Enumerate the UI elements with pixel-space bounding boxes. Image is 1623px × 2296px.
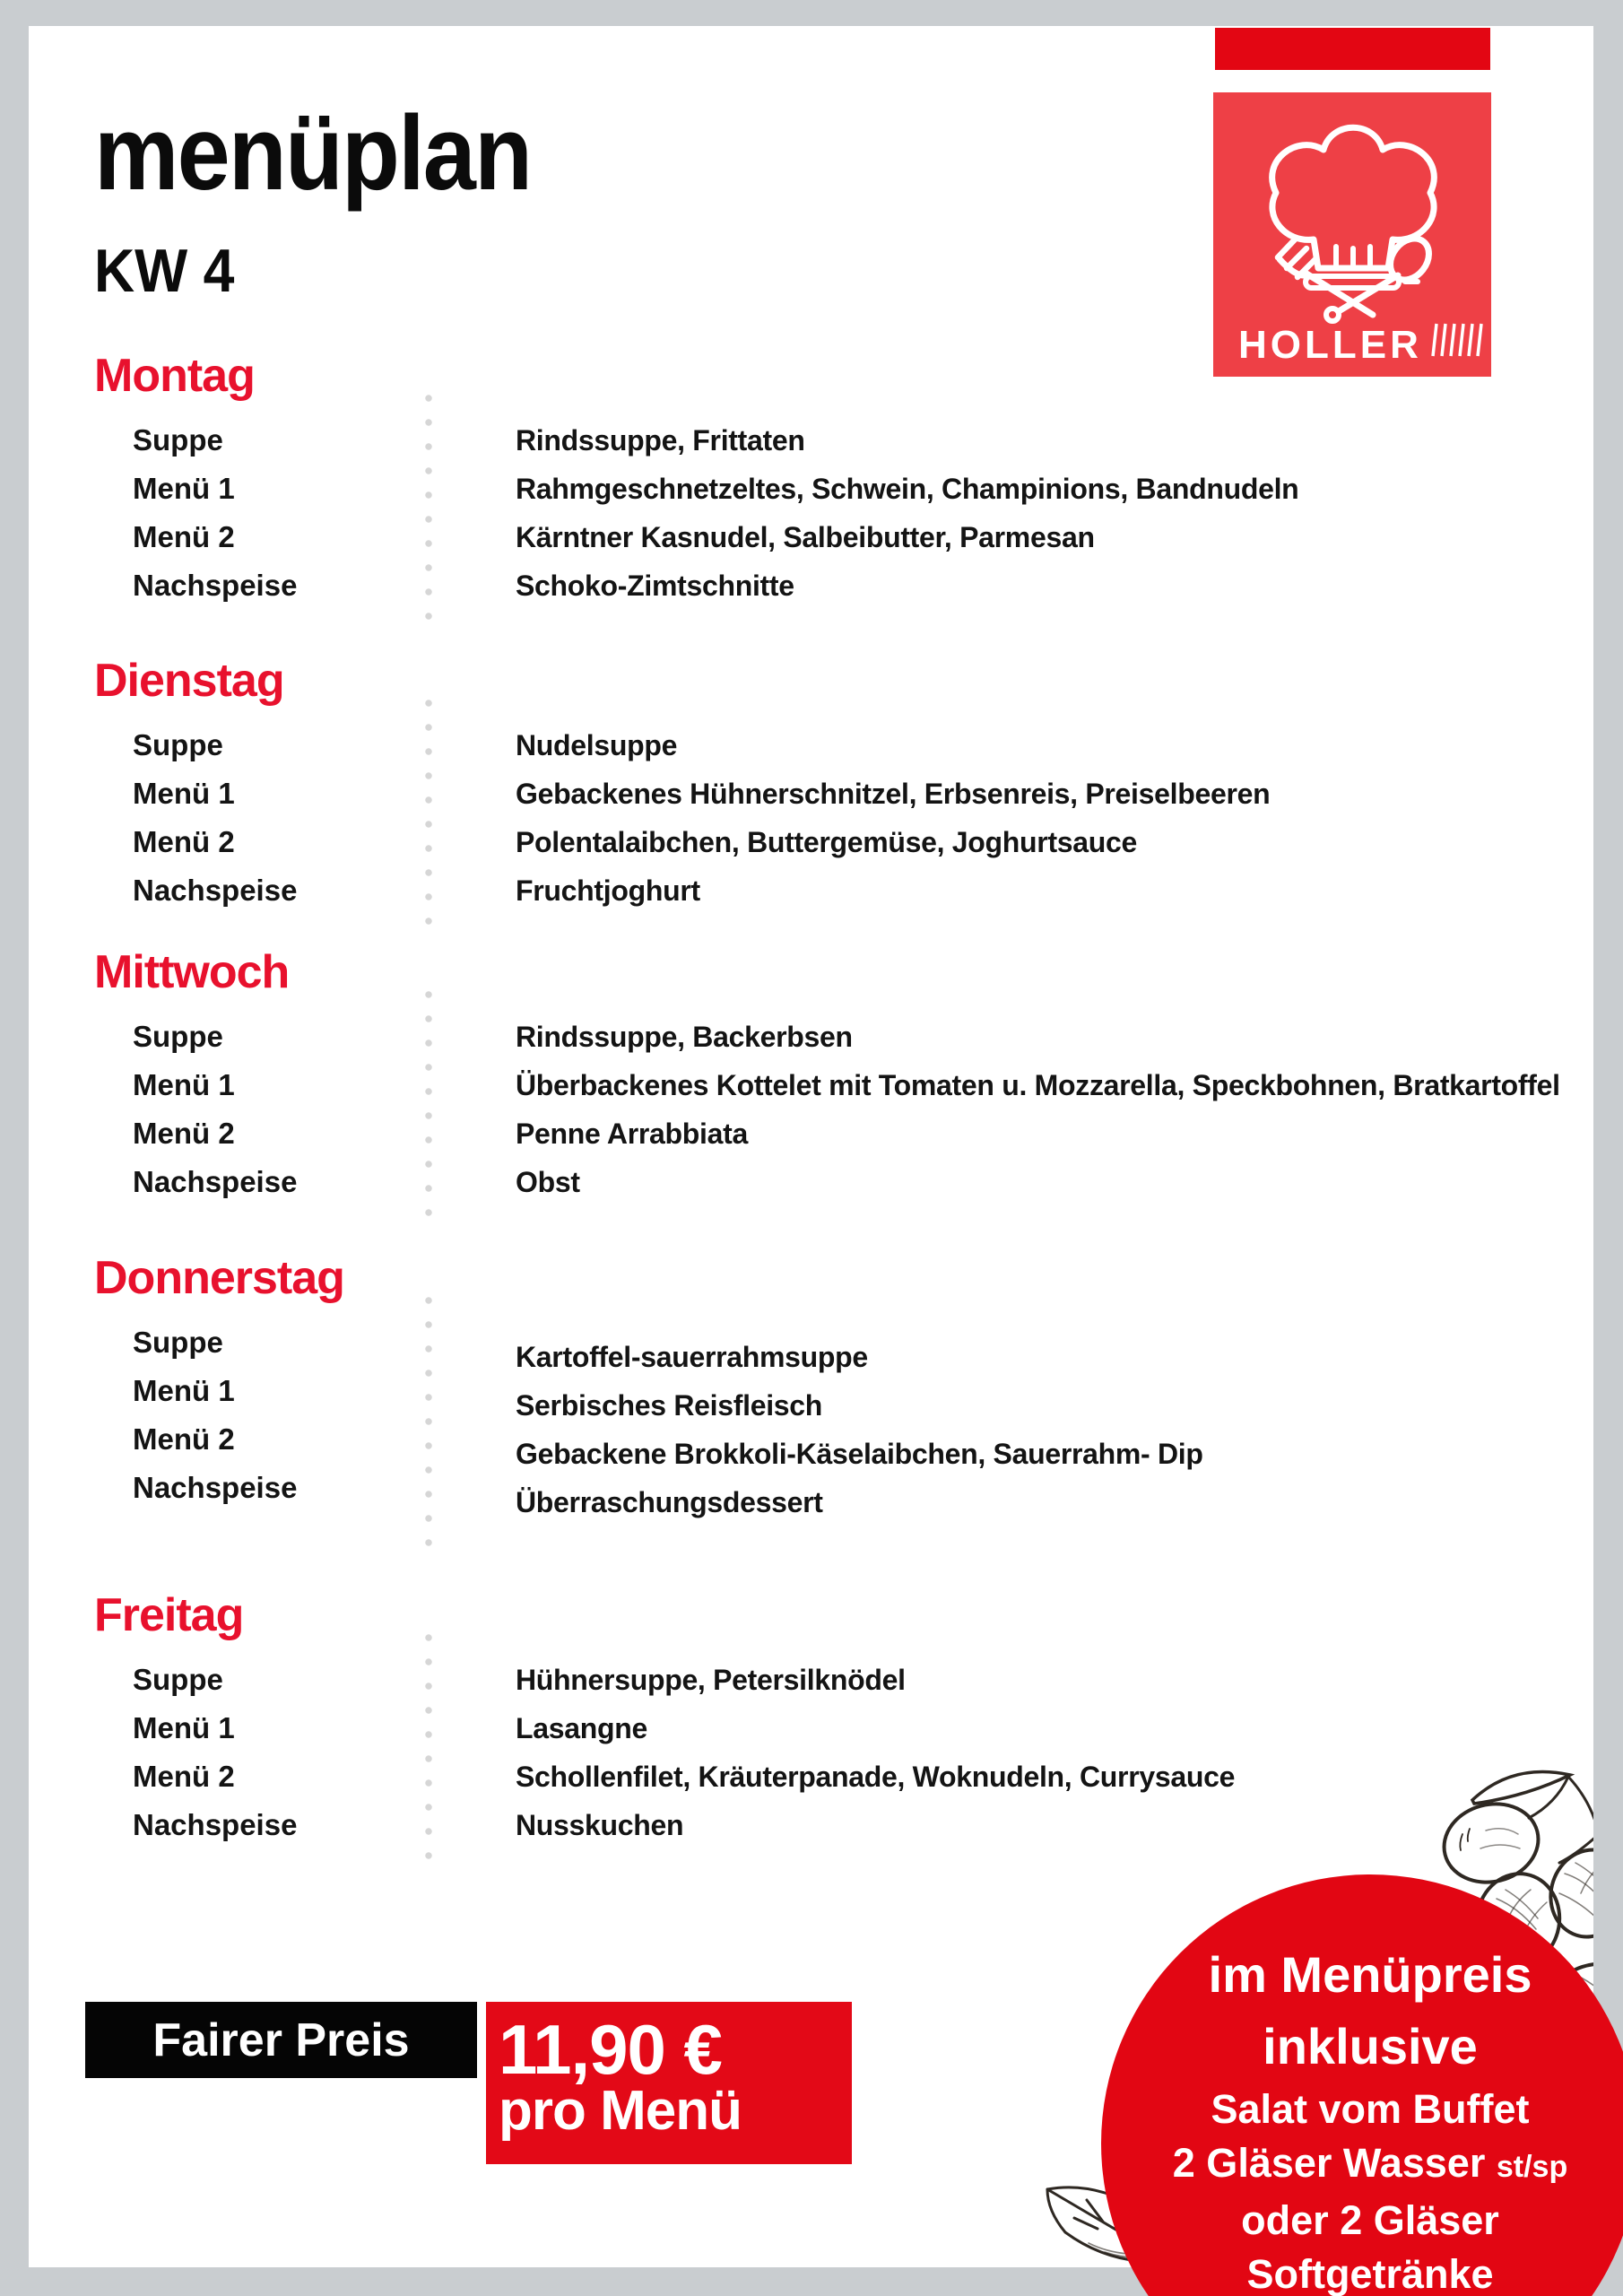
chef-hat-icon [1213, 92, 1491, 377]
menu-row [94, 471, 1565, 519]
course-label: Nachspeise [133, 1808, 298, 1841]
brand-logo [1213, 92, 1491, 377]
course-label: Menü 1 [133, 472, 235, 505]
badge-line: im Menüpreis [1208, 1946, 1532, 2003]
price-amount: 11,90 € [499, 2010, 722, 2089]
course-item: Gebackene Brokkoli-Käselaibchen, Sauerrahm- Dip [516, 1438, 1203, 1470]
menu-row [94, 1067, 1565, 1116]
course-label: Suppe [133, 423, 223, 457]
course-item: Hühnersuppe, Petersilknödel [516, 1664, 906, 1696]
course-item: Kartoffel-sauerrahmsuppe [516, 1341, 868, 1373]
course-label: Menü 1 [133, 1068, 235, 1101]
page-title: menüplan [94, 94, 532, 213]
menu-row [94, 1019, 1565, 1067]
menu-row [94, 727, 1565, 776]
dotted-divider [425, 1626, 432, 1875]
brand-name: HOLLER [1238, 323, 1422, 367]
day-section-freitag [94, 1589, 1565, 1856]
course-label: Menü 2 [133, 1422, 235, 1456]
course-item: Rindssuppe, Backerbsen [516, 1021, 853, 1053]
course-label: Menü 2 [133, 1117, 235, 1150]
badge-line: Softgetränke [1246, 2251, 1494, 2296]
course-item: Nusskuchen [516, 1809, 684, 1841]
course-item: Nudelsuppe [516, 729, 678, 761]
menu-row [94, 1164, 1565, 1213]
day-heading: Dienstag [94, 655, 284, 707]
course-label: Suppe [133, 1663, 223, 1696]
badge-line: inklusive [1263, 2018, 1478, 2074]
menu-row [94, 776, 1565, 824]
course-item: Gebackenes Hühnerschnitzel, Erbsenreis, Preiselbeeren [516, 778, 1271, 810]
course-label: Menü 2 [133, 1760, 235, 1793]
menu-row [94, 824, 1565, 873]
course-item: Obst [516, 1166, 580, 1198]
fair-price-banner [85, 2002, 477, 2078]
course-item: Fruchtjoghurt [516, 874, 700, 907]
day-section-donnerstag [94, 1252, 1565, 1518]
day-section-dienstag [94, 657, 1565, 921]
course-item: Lasangne [516, 1712, 647, 1744]
course-label: Menü 1 [133, 1711, 235, 1744]
badge-line: oder 2 Gläser [1241, 2197, 1499, 2243]
day-heading: Freitag [94, 1589, 244, 1641]
logo-bars-icon [1433, 324, 1481, 356]
day-heading: Mittwoch [94, 946, 290, 998]
badge-line: 2 Gläser Wasser st/sp [1172, 2140, 1568, 2186]
course-label: Suppe [133, 1020, 223, 1053]
day-heading: Montag [94, 350, 255, 402]
course-label: Nachspeise [133, 569, 298, 602]
dotted-divider [425, 387, 432, 636]
menu-row [94, 1807, 1565, 1856]
dotted-divider [425, 983, 432, 1232]
course-label: Menü 2 [133, 825, 235, 858]
badge-line-suffix: st/sp [1496, 2150, 1568, 2184]
menu-row [94, 1116, 1565, 1164]
day-heading: Donnerstag [94, 1252, 344, 1304]
course-label: Nachspeise [133, 1471, 298, 1504]
course-label: Suppe [133, 1326, 223, 1359]
menu-row [94, 422, 1565, 471]
course-item: Rahmgeschnetzeltes, Schwein, Champinions, Bandnudeln [516, 473, 1299, 505]
price-badge [486, 2002, 852, 2164]
course-item: Serbisches Reisfleisch [516, 1389, 823, 1422]
menu-row [94, 1422, 1565, 1470]
course-item: Rindssuppe, Frittaten [516, 424, 805, 457]
price-per-menu: pro Menü [499, 2080, 742, 2142]
course-label: Suppe [133, 728, 223, 761]
dotted-divider [425, 1289, 432, 1558]
course-label: Menü 2 [133, 520, 235, 553]
week-label: KW 4 [94, 237, 235, 305]
course-item: Schoko-Zimtschnitte [516, 570, 794, 602]
course-item: Polentalaibchen, Buttergemüse, Joghurtsauce [516, 826, 1138, 858]
course-item: Schollenfilet, Kräuterpanade, Woknudeln, Currysauce [516, 1761, 1236, 1793]
menu-row [94, 1470, 1565, 1518]
course-label: Menü 1 [133, 777, 235, 810]
day-section-mittwoch [94, 946, 1565, 1213]
menu-row [94, 519, 1565, 568]
badge-line: Salat vom Buffet [1211, 2086, 1530, 2132]
menu-row [94, 1759, 1565, 1807]
course-item: Penne Arrabbiata [516, 1118, 748, 1150]
menu-row [94, 1662, 1565, 1710]
day-section-montag [94, 352, 1565, 616]
course-label: Nachspeise [133, 874, 298, 907]
dotted-divider [425, 691, 432, 941]
course-item: Kärntner Kasnudel, Salbeibutter, Parmesan [516, 521, 1095, 553]
logo-top-stripe [1215, 28, 1490, 70]
course-item: Überraschungsdessert [516, 1486, 823, 1518]
menu-row [94, 1373, 1565, 1422]
course-item: Überbackenes Kottelet mit Tomaten u. Mozzarella, Speckbohnen, Bratkartoffel [516, 1069, 1560, 1101]
menu-row [94, 1710, 1565, 1759]
fair-price-label: Fairer Preis [152, 2013, 410, 2066]
course-label: Nachspeise [133, 1165, 298, 1198]
menu-row [94, 568, 1565, 616]
menu-row [94, 873, 1565, 921]
course-label: Menü 1 [133, 1374, 235, 1407]
menu-row [94, 1325, 1565, 1373]
